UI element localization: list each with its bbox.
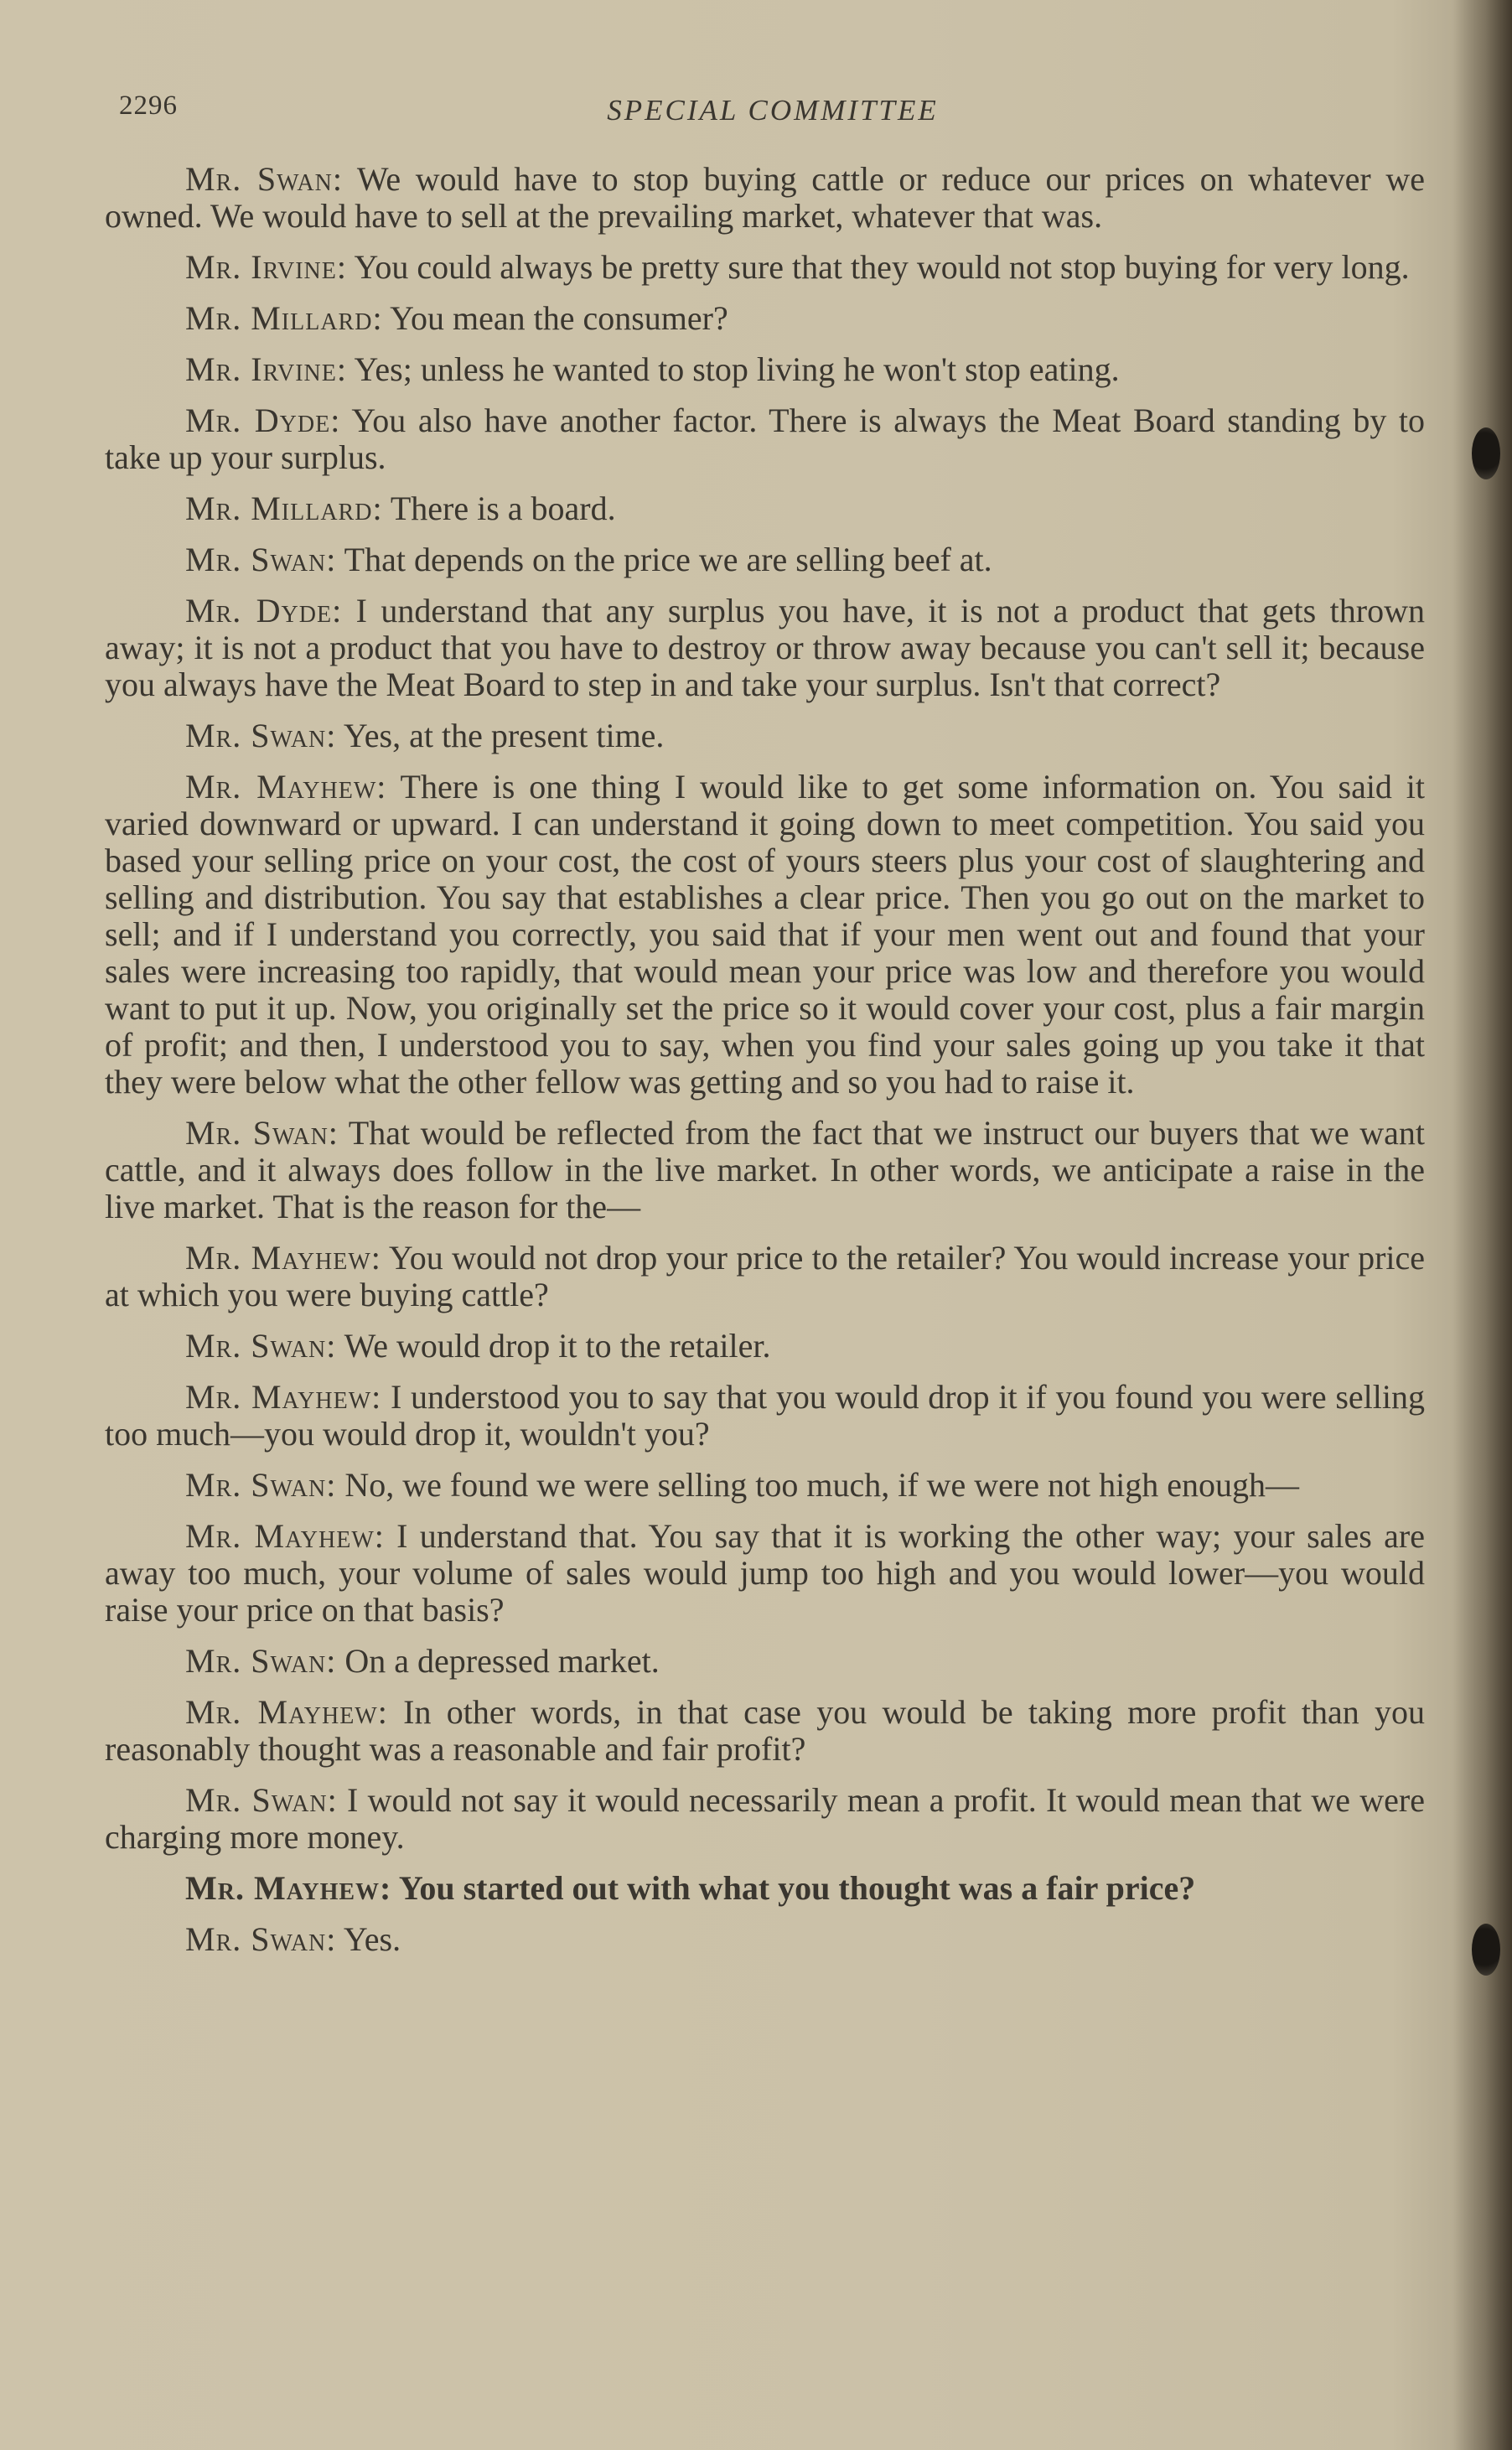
speaker-name: Mr. Swan: bbox=[185, 1466, 337, 1504]
speech-text: We would drop it to the retailer. bbox=[344, 1327, 771, 1365]
speaker-name: Mr. Swan: bbox=[185, 1920, 337, 1958]
dialogue-paragraph bbox=[105, 769, 1425, 1101]
dialogue-paragraph bbox=[105, 1240, 1425, 1313]
speech-text: Yes. bbox=[343, 1920, 401, 1958]
dialogue-paragraph bbox=[105, 593, 1425, 703]
dialogue-paragraph bbox=[105, 1328, 1425, 1365]
speaker-name: Mr. Swan: bbox=[185, 160, 343, 198]
speech-text: No, we found we were selling too much, if we were not high enough— bbox=[344, 1466, 1299, 1504]
page-number: 2296 bbox=[119, 91, 178, 121]
dialogue-paragraph bbox=[105, 1643, 1425, 1680]
speaker-name: Mr. Swan: bbox=[185, 717, 337, 754]
speaker-name: Mr. Swan: bbox=[185, 1642, 337, 1680]
binding-hole-bottom bbox=[1472, 1924, 1500, 1976]
speaker-name: Mr. Swan: bbox=[185, 541, 337, 578]
speaker-name: Mr. Irvine: bbox=[185, 350, 347, 388]
speech-text: You would not drop your price to the retailer? You would increase your price at which you were buying cattle? bbox=[105, 1239, 1426, 1313]
speech-text: You also have another factor. There is always the Meat Board standing by to take up your surplus. bbox=[105, 401, 1425, 476]
speaker-name: Mr. Mayhew: bbox=[185, 1693, 388, 1731]
binding-hole-top bbox=[1472, 427, 1500, 479]
dialogue-paragraph bbox=[105, 1870, 1425, 1907]
dialogue-paragraph bbox=[105, 490, 1425, 527]
dialogue-paragraph bbox=[105, 161, 1425, 235]
speech-text: You started out with what you thought was a fair price? bbox=[398, 1869, 1196, 1907]
dialogue-paragraph bbox=[105, 1379, 1425, 1453]
dialogue-paragraph bbox=[105, 717, 1425, 754]
transcript-body bbox=[105, 161, 1425, 1972]
speech-text: That would be reflected from the fact that we instruct our buyers that we want cattle, and it always does follow in the live market. In other words, we anticipate a raise in the live market. That is the reason for the— bbox=[105, 1114, 1426, 1225]
speaker-name: Mr. Mayhew: bbox=[185, 1378, 382, 1416]
dialogue-paragraph bbox=[105, 541, 1425, 578]
speech-text: I would not say it would necessarily mean a profit. It would mean that we were charging more money. bbox=[105, 1781, 1425, 1856]
dialogue-paragraph bbox=[105, 1694, 1425, 1768]
dialogue-paragraph bbox=[105, 1115, 1425, 1225]
dialogue-paragraph bbox=[105, 402, 1425, 476]
speech-text: That depends on the price we are selling beef at. bbox=[344, 541, 992, 578]
speaker-name: Mr. Swan: bbox=[185, 1327, 337, 1365]
speaker-name: Mr. Millard: bbox=[185, 489, 383, 527]
dialogue-paragraph bbox=[105, 351, 1425, 388]
speaker-name: Mr. Dyde: bbox=[185, 592, 343, 629]
speaker-name: Mr. Mayhew: bbox=[185, 1869, 392, 1907]
dialogue-paragraph bbox=[105, 300, 1425, 337]
speech-text: In other words, in that case you would be taking more profit than you reasonably thought was a reasonable and fair profit? bbox=[105, 1693, 1426, 1768]
speaker-name: Mr. Mayhew: bbox=[185, 768, 387, 805]
speaker-name: Mr. Dyde: bbox=[185, 401, 341, 439]
dialogue-paragraph bbox=[105, 1518, 1425, 1629]
dialogue-paragraph bbox=[105, 1921, 1425, 1958]
speaker-name: Mr. Irvine: bbox=[185, 248, 347, 286]
speech-text: I understand that any surplus you have, it is not a product that gets thrown away; it is not a product that you have to destroy or throw away because you can't sell it; because you always have the Meat Board to step in and take your surplus. Isn't that correct? bbox=[105, 592, 1425, 703]
speech-text: Yes, at the present time. bbox=[343, 717, 665, 754]
speaker-name: Mr. Mayhew: bbox=[185, 1239, 381, 1277]
speech-text: There is one thing I would like to get some information on. You said it varied downward or upward. I can understand it going down to meet competition. You said you based your selling price on your cost, the cost of yours steers plus your cost of slaughtering and selling and distribution. You say that establishes a clear price. Then you go out on the market to sell; and if I understand you correctly, you said that if your men went out and found that your sales were increasing too rapidly, that would mean your price was low and therefore you would want to put it up. Now, you originally set the price so it would cover your cost, plus a fair margin of profit; and then, I understood you to say, when you find your sales going up you take it that they were below what the other fellow was getting and so you had to raise it. bbox=[105, 768, 1426, 1101]
dialogue-paragraph bbox=[105, 249, 1425, 286]
page-header bbox=[119, 91, 1427, 132]
speech-text: I understand that. You say that it is working the other way; your sales are away too much, your volume of sales would jump too high and you would lower—you would raise your price on that basis? bbox=[105, 1517, 1425, 1629]
speech-text: We would have to stop buying cattle or reduce our prices on whatever we owned. We would have to sell at the prevailing market, whatever that was. bbox=[105, 160, 1426, 235]
dialogue-paragraph bbox=[105, 1467, 1425, 1504]
speech-text: I understood you to say that you would drop it if you found you were selling too much—you would drop it, wouldn't you? bbox=[105, 1378, 1426, 1453]
speech-text: You could always be pretty sure that they would not stop buying for very long. bbox=[354, 248, 1410, 286]
speech-text: You mean the consumer? bbox=[390, 299, 728, 337]
speaker-name: Mr. Swan: bbox=[185, 1781, 338, 1819]
speech-text: There is a board. bbox=[390, 489, 616, 527]
page-edge-shadow bbox=[1453, 0, 1512, 2450]
speech-text: On a depressed market. bbox=[344, 1642, 660, 1680]
speech-text: Yes; unless he wanted to stop living he won't stop eating. bbox=[354, 350, 1120, 388]
speaker-name: Mr. Mayhew: bbox=[185, 1517, 385, 1555]
dialogue-paragraph bbox=[105, 1782, 1425, 1856]
speaker-name: Mr. Swan: bbox=[185, 1114, 339, 1152]
running-head: SPECIAL COMMITTEE bbox=[607, 94, 939, 127]
speaker-name: Mr. Millard: bbox=[185, 299, 383, 337]
